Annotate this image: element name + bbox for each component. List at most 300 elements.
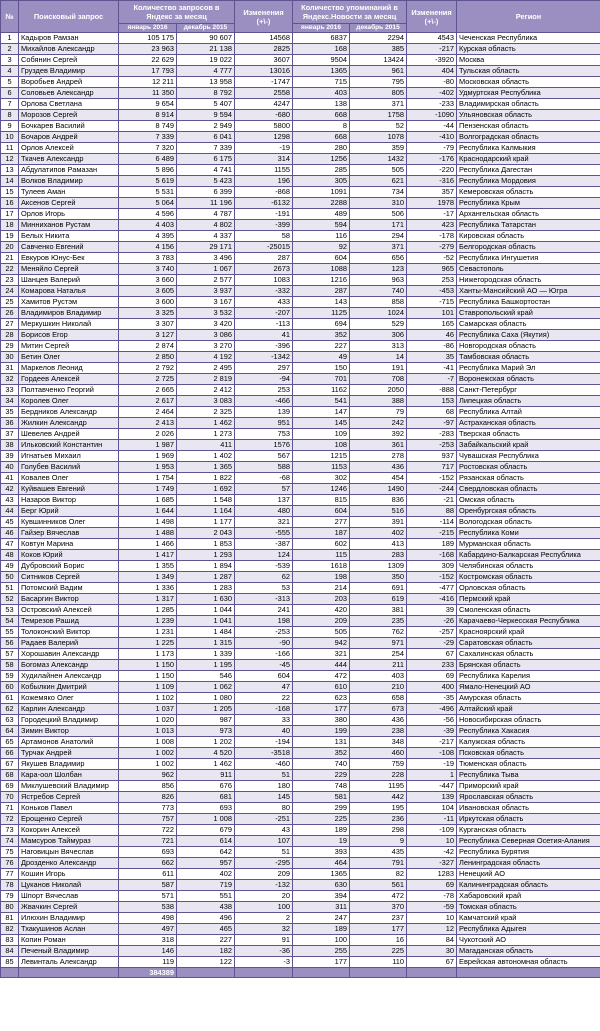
table-row: [1, 561, 600, 572]
news-jan-cell: 393: [293, 847, 350, 858]
row-number: 65: [1, 737, 19, 748]
table-row: [1, 748, 600, 759]
yandex-dec-cell: 1 462: [177, 759, 235, 770]
yandex-dec-cell: 546: [177, 671, 235, 682]
yandex-dec-cell: 7 339: [177, 143, 235, 154]
yandex-jan-cell: 856: [119, 781, 177, 792]
news-jan-cell: 623: [293, 693, 350, 704]
news-jan-cell: 815: [293, 495, 350, 506]
row-number: 74: [1, 836, 19, 847]
region-cell: Ленинградская область: [457, 858, 600, 869]
region-cell: Ханты-Мансийский АО — Югра: [457, 286, 600, 297]
news-dec-cell: 228: [350, 770, 407, 781]
news-dec-cell: 14: [350, 352, 407, 363]
yandex-jan-cell: 1 317: [119, 594, 177, 605]
yandex-dec-cell: 3 167: [177, 297, 235, 308]
table-row: [1, 396, 600, 407]
yandex-dec-cell: 411: [177, 440, 235, 451]
row-number: 35: [1, 407, 19, 418]
news-dec-cell: 123: [350, 264, 407, 275]
query-cell: Куйвашев Евгений: [19, 484, 119, 495]
news-change-cell: 309: [407, 561, 457, 572]
news-change-cell: -888: [407, 385, 457, 396]
row-number: 71: [1, 803, 19, 814]
yandex-jan-cell: 1 644: [119, 506, 177, 517]
yandex-dec-cell: 2 577: [177, 275, 235, 286]
yandex-jan-cell: 1 150: [119, 660, 177, 671]
yandex-jan-cell: 4 395: [119, 231, 177, 242]
news-dec-cell: 791: [350, 858, 407, 869]
yandex-jan-cell: 1 349: [119, 572, 177, 583]
yandex-dec-cell: 19 022: [177, 55, 235, 66]
row-number: 67: [1, 759, 19, 770]
row-number: 43: [1, 495, 19, 506]
col-query-header: Поисковый запрос: [19, 1, 119, 33]
yandex-dec-cell: 1 293: [177, 550, 235, 561]
yandex-change-cell: 209: [235, 869, 293, 880]
table-row: [1, 33, 600, 44]
row-number: 37: [1, 429, 19, 440]
yandex-change-cell: 20: [235, 891, 293, 902]
row-number: 44: [1, 506, 19, 517]
news-jan-cell: 464: [293, 858, 350, 869]
yandex-change-cell: -36: [235, 946, 293, 957]
yandex-change-cell: 32: [235, 924, 293, 935]
yandex-change-cell: -168: [235, 704, 293, 715]
news-change-cell: -416: [407, 594, 457, 605]
news-dec-cell: 472: [350, 891, 407, 902]
sub-dec-header: декабрь 2015: [177, 24, 235, 33]
news-change-cell: -109: [407, 825, 457, 836]
yandex-dec-cell: 1 365: [177, 462, 235, 473]
yandex-dec-cell: 227: [177, 935, 235, 946]
yandex-change-cell: -132: [235, 880, 293, 891]
query-cell: Коньков Павел: [19, 803, 119, 814]
table-row: [1, 781, 600, 792]
yandex-dec-cell: 693: [177, 803, 235, 814]
region-cell: Рязанская область: [457, 473, 600, 484]
region-cell: Чувашская Республика: [457, 451, 600, 462]
query-cell: Кошин Игорь: [19, 869, 119, 880]
yandex-jan-cell: 3 325: [119, 308, 177, 319]
yandex-dec-cell: 29 171: [177, 242, 235, 253]
yandex-change-cell: 107: [235, 836, 293, 847]
region-cell: Калининградская область: [457, 880, 600, 891]
total-blank: [19, 968, 119, 978]
news-dec-cell: 795: [350, 77, 407, 88]
table-row: [1, 715, 600, 726]
news-dec-cell: 691: [350, 583, 407, 594]
news-jan-cell: 380: [293, 715, 350, 726]
query-cell: Миклушевский Владимир: [19, 781, 119, 792]
row-number: 60: [1, 682, 19, 693]
news-change-cell: -220: [407, 165, 457, 176]
yandex-change-cell: -295: [235, 858, 293, 869]
news-dec-cell: 381: [350, 605, 407, 616]
news-dec-cell: 436: [350, 715, 407, 726]
news-change-cell: -402: [407, 88, 457, 99]
region-cell: Иркутская область: [457, 814, 600, 825]
news-jan-cell: 177: [293, 704, 350, 715]
news-jan-cell: 187: [293, 528, 350, 539]
yandex-change-cell: 1155: [235, 165, 293, 176]
news-dec-cell: 621: [350, 176, 407, 187]
table-row: [1, 330, 600, 341]
news-change-cell: 69: [407, 671, 457, 682]
table-row: [1, 770, 600, 781]
news-change-cell: 717: [407, 462, 457, 473]
table-row: [1, 440, 600, 451]
yandex-dec-cell: 13 958: [177, 77, 235, 88]
yandex-jan-cell: 1 355: [119, 561, 177, 572]
table-row: [1, 66, 600, 77]
table-row: [1, 627, 600, 638]
row-number: 8: [1, 110, 19, 121]
row-number: 36: [1, 418, 19, 429]
news-dec-cell: 805: [350, 88, 407, 99]
yandex-change-cell: 22: [235, 693, 293, 704]
query-cell: Минниханов Рустам: [19, 220, 119, 231]
query-cell: Соловьев Александр: [19, 88, 119, 99]
yandex-change-cell: 47: [235, 682, 293, 693]
yandex-change-cell: -253: [235, 627, 293, 638]
table-row: [1, 275, 600, 286]
news-jan-cell: 287: [293, 286, 350, 297]
query-cell: Цуканов Николай: [19, 880, 119, 891]
query-cell: Бердников Александр: [19, 407, 119, 418]
region-cell: Нижегородская область: [457, 275, 600, 286]
table-row: [1, 363, 600, 374]
news-change-cell: -244: [407, 484, 457, 495]
news-dec-cell: 454: [350, 473, 407, 484]
table-row: [1, 649, 600, 660]
row-number: 72: [1, 814, 19, 825]
news-change-cell: 139: [407, 792, 457, 803]
yandex-change-cell: 253: [235, 385, 293, 396]
yandex-dec-cell: 973: [177, 726, 235, 737]
news-dec-cell: 619: [350, 594, 407, 605]
yandex-change-cell: 58: [235, 231, 293, 242]
region-cell: Липецкая область: [457, 396, 600, 407]
row-number: 63: [1, 715, 19, 726]
col-yandex-header: Количество запросов в Яндекс за месяц: [119, 1, 235, 24]
news-jan-cell: 1256: [293, 154, 350, 165]
yandex-dec-cell: 8 792: [177, 88, 235, 99]
yandex-jan-cell: 5 531: [119, 187, 177, 198]
news-change-cell: -41: [407, 363, 457, 374]
row-number: 7: [1, 99, 19, 110]
news-change-cell: -79: [407, 143, 457, 154]
table-row: [1, 484, 600, 495]
table-row: [1, 792, 600, 803]
query-cell: Михайлов Александр: [19, 44, 119, 55]
region-cell: Омская область: [457, 495, 600, 506]
row-number: 20: [1, 242, 19, 253]
row-number: 25: [1, 297, 19, 308]
yandex-jan-cell: 1 417: [119, 550, 177, 561]
news-jan-cell: 109: [293, 429, 350, 440]
row-number: 23: [1, 275, 19, 286]
yandex-change-cell: 33: [235, 715, 293, 726]
total-blank: [1, 968, 19, 978]
query-cell: Хорошавин Александр: [19, 649, 119, 660]
query-cell: Меняйло Сергей: [19, 264, 119, 275]
table-row: [1, 242, 600, 253]
region-cell: Ненецкий АО: [457, 869, 600, 880]
yandex-dec-cell: 11 196: [177, 198, 235, 209]
yandex-change-cell: 241: [235, 605, 293, 616]
news-jan-cell: 610: [293, 682, 350, 693]
news-dec-cell: 561: [350, 880, 407, 891]
total-blank: [235, 968, 293, 978]
yandex-change-cell: 51: [235, 847, 293, 858]
yandex-change-cell: 41: [235, 330, 293, 341]
query-cell: Шевелев Андрей: [19, 429, 119, 440]
query-cell: Полтавченко Георгий: [19, 385, 119, 396]
region-cell: Ульяновская область: [457, 110, 600, 121]
table-row: [1, 77, 600, 88]
news-jan-cell: 352: [293, 748, 350, 759]
news-change-cell: 4543: [407, 33, 457, 44]
yandex-dec-cell: 1 177: [177, 517, 235, 528]
query-cell: Турчак Андрей: [19, 748, 119, 759]
news-jan-cell: 49: [293, 352, 350, 363]
yandex-dec-cell: 2 043: [177, 528, 235, 539]
news-jan-cell: 630: [293, 880, 350, 891]
query-cell: Радаев Валерий: [19, 638, 119, 649]
yandex-jan-cell: 1 109: [119, 682, 177, 693]
row-number: 83: [1, 935, 19, 946]
news-dec-cell: 278: [350, 451, 407, 462]
news-dec-cell: 402: [350, 528, 407, 539]
news-change-cell: 35: [407, 352, 457, 363]
yandex-dec-cell: 1 044: [177, 605, 235, 616]
table-row: [1, 473, 600, 484]
news-change-cell: -257: [407, 627, 457, 638]
news-jan-cell: 1091: [293, 187, 350, 198]
yandex-dec-cell: 4 787: [177, 209, 235, 220]
yandex-change-cell: 40: [235, 726, 293, 737]
region-cell: Карачаево-Черкесская Республика: [457, 616, 600, 627]
table-row: [1, 418, 600, 429]
news-change-cell: 253: [407, 275, 457, 286]
yandex-dec-cell: 1 273: [177, 429, 235, 440]
yandex-dec-cell: 1 164: [177, 506, 235, 517]
news-dec-cell: 238: [350, 726, 407, 737]
region-cell: Новгородская область: [457, 341, 600, 352]
news-change-cell: -29: [407, 638, 457, 649]
news-dec-cell: 191: [350, 363, 407, 374]
news-dec-cell: 1078: [350, 132, 407, 143]
query-cell: Ситников Сергей: [19, 572, 119, 583]
news-dec-cell: 171: [350, 220, 407, 231]
query-cell: Басаргин Виктор: [19, 594, 119, 605]
news-change-cell: -56: [407, 715, 457, 726]
row-number: 28: [1, 330, 19, 341]
query-cell: Комарова Наталья: [19, 286, 119, 297]
region-cell: Республика Крым: [457, 198, 600, 209]
news-dec-cell: 1758: [350, 110, 407, 121]
news-dec-cell: 391: [350, 517, 407, 528]
region-cell: Санкт-Петербург: [457, 385, 600, 396]
row-number: 62: [1, 704, 19, 715]
yandex-dec-cell: 1 462: [177, 418, 235, 429]
yandex-dec-cell: 496: [177, 913, 235, 924]
row-number: 85: [1, 957, 19, 968]
yandex-dec-cell: 122: [177, 957, 235, 968]
news-change-cell: -39: [407, 726, 457, 737]
table-row: [1, 825, 600, 836]
news-change-cell: -108: [407, 748, 457, 759]
yandex-dec-cell: 1 822: [177, 473, 235, 484]
yandex-change-cell: 137: [235, 495, 293, 506]
table-row: [1, 726, 600, 737]
news-jan-cell: 740: [293, 759, 350, 770]
yandex-jan-cell: 1 953: [119, 462, 177, 473]
table-row: [1, 550, 600, 561]
yandex-jan-cell: 1 466: [119, 539, 177, 550]
query-cell: Шанцев Валерий: [19, 275, 119, 286]
region-cell: Республика Тыва: [457, 770, 600, 781]
region-cell: Вологодская область: [457, 517, 600, 528]
row-number: 48: [1, 550, 19, 561]
news-dec-cell: 762: [350, 627, 407, 638]
news-change-cell: 101: [407, 308, 457, 319]
yandex-change-cell: -113: [235, 319, 293, 330]
region-cell: Ярославская область: [457, 792, 600, 803]
table-row: [1, 594, 600, 605]
table-row: [1, 308, 600, 319]
table-row: [1, 341, 600, 352]
total-row: [1, 968, 600, 978]
row-number: 29: [1, 341, 19, 352]
table-row: [1, 891, 600, 902]
news-jan-cell: 302: [293, 473, 350, 484]
row-number: 42: [1, 484, 19, 495]
yandex-change-cell: -466: [235, 396, 293, 407]
region-cell: Тульская область: [457, 66, 600, 77]
news-dec-cell: 658: [350, 693, 407, 704]
news-jan-cell: 168: [293, 44, 350, 55]
table-row: [1, 462, 600, 473]
news-change-cell: 423: [407, 220, 457, 231]
yandex-dec-cell: 6 399: [177, 187, 235, 198]
yandex-dec-cell: 3 937: [177, 286, 235, 297]
news-change-cell: 84: [407, 935, 457, 946]
yandex-jan-cell: 2 874: [119, 341, 177, 352]
yandex-jan-cell: 3 605: [119, 286, 177, 297]
region-cell: Челябинская область: [457, 561, 600, 572]
news-jan-cell: 116: [293, 231, 350, 242]
region-cell: Волгоградская область: [457, 132, 600, 143]
news-jan-cell: 489: [293, 209, 350, 220]
yandex-dec-cell: 402: [177, 869, 235, 880]
yandex-dec-cell: 1 315: [177, 638, 235, 649]
yandex-jan-cell: 105 175: [119, 33, 177, 44]
news-jan-cell: 255: [293, 946, 350, 957]
yandex-dec-cell: 90 607: [177, 33, 235, 44]
news-jan-cell: 189: [293, 825, 350, 836]
news-jan-cell: 209: [293, 616, 350, 627]
yandex-dec-cell: 9 594: [177, 110, 235, 121]
row-number: 55: [1, 627, 19, 638]
yandex-change-cell: 198: [235, 616, 293, 627]
yandex-jan-cell: 2 464: [119, 407, 177, 418]
yandex-jan-cell: 5 619: [119, 176, 177, 187]
news-jan-cell: 694: [293, 319, 350, 330]
row-number: 13: [1, 165, 19, 176]
yandex-change-cell: 287: [235, 253, 293, 264]
yandex-change-cell: -251: [235, 814, 293, 825]
news-jan-cell: 311: [293, 902, 350, 913]
region-cell: Костромская область: [457, 572, 600, 583]
news-dec-cell: 858: [350, 297, 407, 308]
news-change-cell: 88: [407, 506, 457, 517]
yandex-dec-cell: 1 853: [177, 539, 235, 550]
table-row: [1, 319, 600, 330]
region-cell: Новосибирская область: [457, 715, 600, 726]
col-no-header: №: [1, 1, 19, 33]
table-row: [1, 836, 600, 847]
yandex-jan-cell: 9 654: [119, 99, 177, 110]
news-jan-cell: 2288: [293, 198, 350, 209]
yandex-dec-cell: 719: [177, 880, 235, 891]
yandex-jan-cell: 2 413: [119, 418, 177, 429]
total-value: 384389: [119, 968, 177, 978]
news-change-cell: 46: [407, 330, 457, 341]
yandex-change-cell: -166: [235, 649, 293, 660]
yandex-dec-cell: 1 008: [177, 814, 235, 825]
yandex-change-cell: 13016: [235, 66, 293, 77]
yandex-change-cell: 480: [235, 506, 293, 517]
row-number: 46: [1, 528, 19, 539]
yandex-dec-cell: 957: [177, 858, 235, 869]
yandex-jan-cell: 757: [119, 814, 177, 825]
query-cell: Илюхин Владимир: [19, 913, 119, 924]
yandex-dec-cell: 1 041: [177, 616, 235, 627]
total-blank: [177, 968, 235, 978]
news-dec-cell: 740: [350, 286, 407, 297]
yandex-dec-cell: 679: [177, 825, 235, 836]
table-row: [1, 297, 600, 308]
yandex-dec-cell: 1 402: [177, 451, 235, 462]
yandex-jan-cell: 2 665: [119, 385, 177, 396]
query-cell: Голубев Василий: [19, 462, 119, 473]
table-row: [1, 198, 600, 209]
yandex-jan-cell: 146: [119, 946, 177, 957]
news-change-cell: 1: [407, 770, 457, 781]
yandex-change-cell: -90: [235, 638, 293, 649]
row-number: 52: [1, 594, 19, 605]
region-cell: Республика Марий Эл: [457, 363, 600, 374]
region-cell: Белгородская область: [457, 242, 600, 253]
news-jan-cell: 305: [293, 176, 350, 187]
yandex-change-cell: 139: [235, 407, 293, 418]
yandex-jan-cell: 1 969: [119, 451, 177, 462]
row-number: 18: [1, 220, 19, 231]
query-cell: Карлин Александр: [19, 704, 119, 715]
yandex-change-cell: 1576: [235, 440, 293, 451]
region-cell: Курская область: [457, 44, 600, 55]
yandex-dec-cell: 3 532: [177, 308, 235, 319]
row-number: 78: [1, 880, 19, 891]
news-jan-cell: 92: [293, 242, 350, 253]
news-dec-cell: 283: [350, 550, 407, 561]
row-number: 84: [1, 946, 19, 957]
news-dec-cell: 177: [350, 924, 407, 935]
region-cell: Самарская область: [457, 319, 600, 330]
news-dec-cell: 673: [350, 704, 407, 715]
